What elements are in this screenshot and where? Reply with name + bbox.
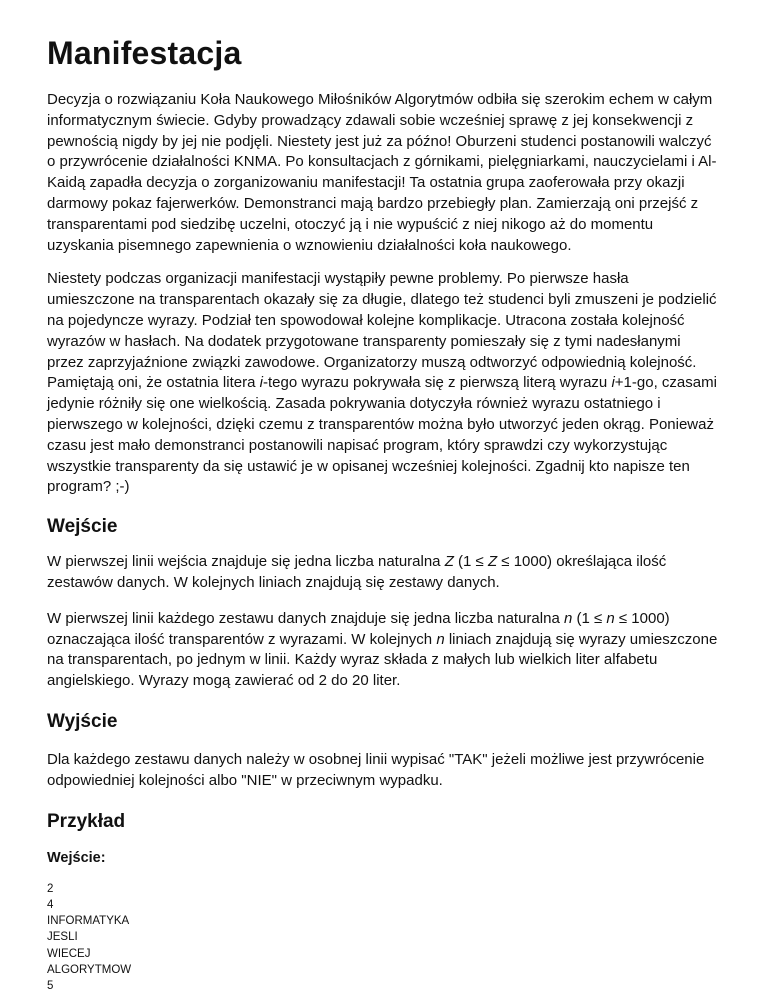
example-input-label: Wejście: (47, 849, 106, 866)
input-p1-text-a: W pierwszej linii wejścia znajduje się jedna liczba naturalna (47, 553, 445, 571)
output-heading: Wyjście (47, 710, 118, 732)
example-input-line: WIECEJ (47, 947, 91, 960)
input-p1-var-z: Z (444, 553, 454, 571)
example-input-line: 2 (47, 882, 54, 895)
intro-paragraph-1: Decyzja o rozwiązaniu Koła Naukowego Miłośników Algorytmów odbiła się szerokim echem w całym informatycznym świecie. Gdyby prowadzący zdawali sobie wcześniej sprawę z jej konsekwencji z pewnością nigdy by jej nie podjęli. Niestety jest już za późno! Oburzeni studenci postanowili walczyć o przywrócenie działalności KNMA. Po konsultacjach z górnikami, pielęgniarkami, nauczycielami i Al-Kaidą zapadła decyzja o zorganizowaniu manifestacji! Ta ostatnia grupa zaoferowała przy okazji darmowy pokaz fajerwerków. Demonstranci mają bardzo przebiegły plan. Zamierzają oni przejść z transparentami pod siedzibę uczelni, otoczyć ją i nie wypuścić z niej nikogo aż do momentu uzyskania pisemnego zapewnienia o wznowieniu działalności koła naukowego. (47, 91, 717, 254)
output-paragraph: Dla każdego zestawu danych należy w osobnej linii wypisać "TAK" jeżeli możliwe jest przywrócenie odpowiedniej kolejności albo "NIE" w przeciwnym wypadku. (47, 750, 705, 789)
input-p2-var-n: n (563, 609, 573, 627)
intro-p2-var-i: i (259, 374, 263, 392)
input-heading: Wejście (47, 516, 118, 538)
example-input-line: ALGORYTMOW (47, 964, 132, 976)
input-p1-var-z: Z (487, 553, 498, 571)
input-p1-text-c: ≤ 1000) określająca ilość zestawów danych. W kolejnych liniach znajdują się zestawy danych. (47, 553, 667, 591)
intro-p2-var-i: i (611, 374, 615, 392)
input-p2-var-n: n (436, 630, 445, 648)
example-input-line: 5 (47, 980, 54, 993)
input-paragraph-2 (47, 609, 720, 692)
input-p2-text-a: W pierwszej linii każdego zestawu danych znajduje się jedna liczba naturalna (47, 609, 564, 627)
input-p2-text-d: liniach znajdują się wyrazy umieszczone na transparentach, po jednym w linii. Każdy wyraz składa z małych lub wielkich liter alfabetu angielskiego. Wyrazy mogą zawierać od 2 do 20 liter. (47, 630, 718, 690)
intro-p2-text-b: -tego wyrazu pokrywała się z pierwszą literą wyrazu (262, 374, 612, 392)
example-input-block (47, 881, 720, 995)
input-p2-text-c: ≤ 1000) oznaczająca ilość transparentów z wyrazami. W kolejnych (47, 609, 670, 648)
input-p2-var-n: n (606, 609, 615, 627)
input-paragraph-1 (47, 552, 720, 594)
intro-p2-text-c: +1-go, czasami jedynie różniły się one wielkością. Zasada pokrywania dotyczyła również wyrazu ostatniego i pierwszego w kolejności, dzięki czemu z transparentów można było utworzyć jeden okrąg. Ponieważ czasu jest mało demonstranci postanowili napisać program, który sprawdzi czy wykorzystując wszystkie transparenty da się ustawić je w opisanej wcześniej kolejności. Zgadnij kto napisze ten program? ;-) (47, 374, 717, 496)
example-input-line: 4 (47, 898, 54, 911)
intro-paragraph-2 (47, 269, 720, 498)
input-p1-text-b: (1 ≤ (453, 553, 488, 571)
example-input-line: INFORMATYKA (47, 915, 130, 928)
intro-p2-text-a: Niestety podczas organizacji manifestacji wystąpiły pewne problemy. Po pierwsze hasła umieszczone na transparentach okazały się za długie, dlatego też studenci byli zmuszeni je podzielić na pojedyncze wyrazy. Podział ten spowodował kolejne komplikacje. Utracona została kolejność wyrazów w hasłach. Na dodatek przygotowane transparenty pomieszały się z tymi nadesłanymi przez zaprzyjaźnione związki zawodowe. Organizatorzy muszą odtworzyć odpowiednią kolejność. Pamiętają oni, że ostatnia litera (47, 270, 717, 392)
example-input-line: JESLI (47, 931, 78, 944)
example-heading: Przykład (47, 810, 126, 832)
input-p2-text-b: (1 ≤ (572, 609, 607, 627)
page-title: Manifestacja (47, 35, 242, 71)
